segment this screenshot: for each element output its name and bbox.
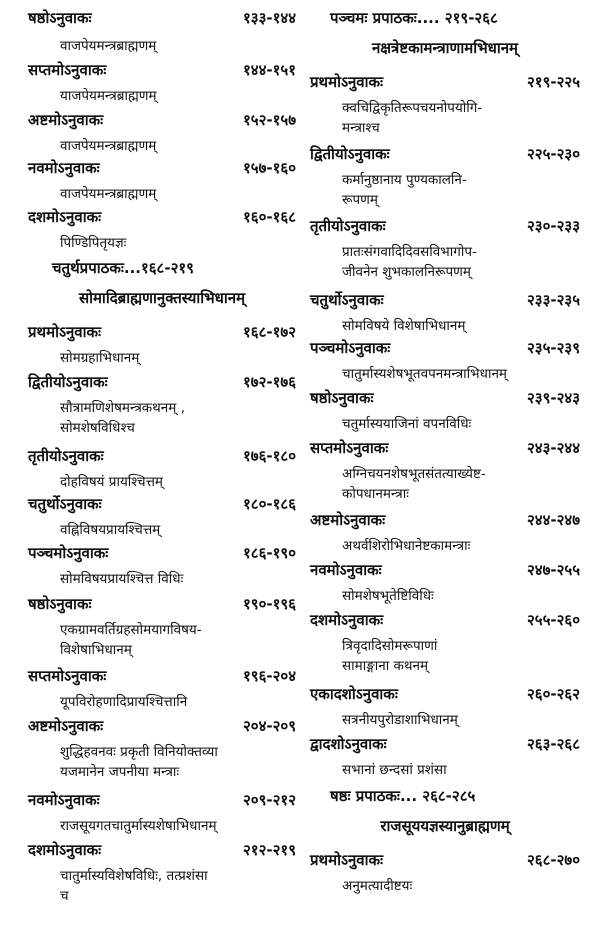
description-line: सोमग्रहाभिधानम्: [60, 350, 140, 366]
toc-entry-heading: [310, 216, 580, 236]
anuvaka-label: षष्ठोऽनुवाकः: [28, 9, 92, 27]
toc-entry-heading: [310, 684, 580, 704]
toc-entry-heading: [310, 510, 580, 530]
toc-entry-description: [28, 569, 296, 589]
toc-entry-heading: [310, 144, 580, 164]
page-range: २१२-२१९: [242, 841, 296, 859]
section-title: सोमादिब्राह्मणानुक्तस्याभिधानम्: [78, 289, 246, 307]
description-line: चातुर्मास्यशेषभूतवपनमन्त्राभिधानम्: [342, 366, 508, 382]
anuvaka-label: द्वितीयोऽनुवाकः: [310, 145, 390, 163]
anuvaka-label: एकादशोऽनुवाकः: [310, 685, 398, 703]
description-line: जीवनेन शुभकालनिरूपणम्: [342, 264, 471, 280]
page-range: १३३-१४४: [242, 9, 296, 27]
toc-entry-description: [28, 866, 296, 906]
description-line: चतुर्मास्ययाजिनां वपनविधिः: [342, 416, 472, 432]
description-line: सत्रनीयपुरोडाशाभिधानम्: [342, 712, 458, 728]
toc-entry-description: [28, 184, 296, 204]
description-line: अनुमत्यादीष्टयः: [342, 878, 413, 894]
page-range: १६८-१७२: [242, 323, 296, 341]
toc-entry-description: [310, 364, 580, 384]
toc-entry-description: [310, 464, 580, 504]
page-range: १९०-१९६: [242, 595, 296, 613]
toc-entry-heading: [28, 594, 296, 614]
page-range: २४४-२४७: [526, 511, 580, 529]
toc-entry-description: [310, 876, 580, 896]
anuvaka-label: चतुर्थोऽनुवाकः: [310, 291, 384, 309]
toc-entry-heading: [28, 543, 296, 563]
anuvaka-label: दशमोऽनुवाकः: [28, 208, 102, 226]
toc-entry-description: [310, 586, 580, 606]
anuvaka-label: सप्तमोऽनुवाकः: [310, 439, 389, 457]
toc-entry-description: [28, 398, 296, 438]
description-line: सोमविषयप्रायश्चित्त विधिः: [60, 571, 184, 587]
description-line: सोमविषये विशेषाभिधानम्: [342, 318, 466, 334]
description-line: प्रातःसंगवादिदिवसविभागोप-: [342, 244, 477, 260]
page-range: २५५-२६०: [526, 611, 580, 629]
anuvaka-label: नवमोऽनुवाकः: [28, 159, 100, 177]
description-line: सभानां छन्दसां प्रशंसा: [342, 762, 447, 778]
toc-entry-heading: [28, 840, 296, 860]
toc-entry-heading: [28, 494, 296, 514]
page-range: २०९-२१२: [242, 791, 296, 809]
anuvaka-label: तृतीयोऽनुवाकः: [28, 447, 104, 465]
toc-entry-heading: [28, 790, 296, 810]
description-line: सोमशेषभूतेष्टिविधिः: [342, 588, 434, 604]
page-range: १८०-१८६: [242, 495, 296, 513]
toc-entry-description: [28, 36, 296, 56]
toc-entry-description: [28, 620, 296, 660]
toc-entry-description: [28, 692, 296, 712]
page-range: २३९-२४३: [526, 389, 580, 407]
description-line: यूपविरोहणादिप्रायश्चित्तानि: [60, 694, 188, 710]
description-line: सौत्रामणिशेषमन्त्रकथनम् ,: [60, 400, 185, 416]
toc-entry-description: [310, 760, 580, 780]
anuvaka-label: अष्टमोऽनुवाकः: [310, 511, 386, 529]
description-line: राजसूयगतचातुर्मास्यशेषाभिधानम्: [60, 818, 217, 834]
description-line: सोमशेषविधिश्च: [60, 420, 135, 436]
anuvaka-label: षष्ठोऽनुवाकः: [310, 389, 374, 407]
toc-entry-heading: [310, 338, 580, 358]
description-line: रूपणम्: [342, 192, 378, 208]
anuvaka-label: चतुर्थोऽनुवाकः: [28, 495, 102, 513]
description-line: वाजपेयमन्त्रब्राह्मणम्: [60, 186, 157, 202]
page-range: १५७-१६०: [242, 159, 296, 177]
section-title: राजसूययज्ञस्यानुब्राह्मणम्: [380, 817, 510, 835]
toc-entry-description: [310, 536, 580, 556]
section-title: नक्षत्रेष्टकामन्त्राणामभिधानम्: [371, 39, 519, 57]
description-line: एकग्रामवर्तिग्रहसोमयागविषय-: [60, 622, 202, 638]
toc-entry-heading: [28, 666, 296, 686]
toc-entry-heading: [310, 388, 580, 408]
description-line: अग्निचयनशेषभूतसंतत्याख्येष्ट-: [342, 466, 486, 482]
toc-entry-description: [28, 86, 296, 106]
toc-entry-description: [28, 520, 296, 540]
page-range: २४३-२४४: [526, 439, 580, 457]
description-line: याजपेयमन्त्रब्राह्मणम्: [60, 88, 157, 104]
toc-entry-heading: [28, 207, 296, 227]
anuvaka-label: पञ्चमोऽनुवाकः: [310, 339, 391, 357]
description-line: क्वचिद्विकृतिरूपचयनोपयोगि-: [342, 100, 483, 116]
description-line: वाजपेयमन्त्रब्राह्मणम्: [60, 138, 157, 154]
toc-entry-heading: [310, 438, 580, 458]
page-range: १७६-१८०: [242, 447, 296, 465]
page-range: २६३-२६८: [526, 735, 580, 753]
toc-entry-heading: [310, 290, 580, 310]
page-range: २६८-२७०: [526, 851, 580, 869]
toc-entry-heading: [28, 372, 296, 392]
description-line: वाजपेयमन्त्रब्राह्मणम्: [60, 38, 157, 54]
anuvaka-label: सप्तमोऽनुवाकः: [28, 61, 107, 79]
description-line: शुद्धिहवनवः प्रकृती विनियोक्तव्या: [60, 744, 218, 760]
toc-entry-description: [310, 170, 580, 210]
toc-entry-heading: [310, 734, 580, 754]
toc-entry-heading: [310, 610, 580, 630]
anuvaka-label: द्वितीयोऽनुवाकः: [28, 373, 108, 391]
toc-entry-heading: [310, 850, 580, 870]
description-line: चातुर्मास्यविशेषविधिः, तत्प्रशंसा: [60, 868, 208, 884]
toc-entry-heading: [310, 72, 580, 92]
description-line: दोहविषयं प्रायश्चित्तम्: [60, 474, 163, 490]
toc-entry-description: [28, 233, 296, 253]
toc-entry-description: [310, 710, 580, 730]
toc-entry-heading: [310, 560, 580, 580]
description-line: पिण्डिपितृयज्ञः: [60, 235, 127, 251]
page-range: २३३-२३५: [526, 291, 580, 309]
description-line: त्रिवृदादिसोमरूपाणां: [342, 638, 438, 654]
anuvaka-label: षष्ठोऽनुवाकः: [28, 595, 92, 613]
toc-entry-description: [28, 136, 296, 156]
toc-entry-heading: [28, 322, 296, 342]
page-range: १५२-१५७: [242, 111, 296, 129]
page-range: २२५-२३०: [526, 145, 580, 163]
toc-entry-description: [28, 742, 296, 782]
page-range: १९६-२०४: [242, 667, 296, 685]
toc-entry-heading: [28, 158, 296, 178]
toc-entry-heading: [28, 716, 296, 736]
description-line: कोपधानमन्त्राः: [342, 486, 409, 502]
prapathaka-heading: षष्ठः प्रपाठकः... २६८-२८५: [330, 787, 476, 805]
anuvaka-label: दशमोऽनुवाकः: [310, 611, 384, 629]
anuvaka-label: अष्टमोऽनुवाकः: [28, 111, 104, 129]
toc-entry-heading: [28, 60, 296, 80]
page-range: २३०-२३३: [526, 217, 580, 235]
toc-entry-description: [310, 98, 580, 138]
toc-entry-description: [310, 414, 580, 434]
description-line: सामाङ्गाना कथनम्: [342, 658, 429, 674]
page-range: २६०-२६२: [526, 685, 580, 703]
description-line: वह्निविषयप्रायश्चित्तम्: [60, 522, 161, 538]
anuvaka-label: द्वादशोऽनुवाकः: [310, 735, 387, 753]
toc-entry-description: [310, 242, 580, 282]
toc-entry-description: [310, 636, 580, 676]
toc-entry-heading: [28, 110, 296, 130]
toc-entry-description: [28, 816, 296, 836]
description-line: च: [60, 888, 69, 904]
anuvaka-label: दशमोऽनुवाकः: [28, 841, 102, 859]
description-line: यजमानेन जपनीया मन्त्राः: [60, 764, 180, 780]
description-line: मन्त्राश्च: [342, 120, 380, 136]
description-line: अथर्वशिरोभिधानेष्टकामन्त्राः: [342, 538, 471, 554]
toc-entry-heading: [28, 8, 296, 28]
description-line: विशेषाभिधानम्: [60, 642, 132, 658]
page-range: १८६-१९०: [242, 544, 296, 562]
page-range: २१९-२२५: [526, 73, 580, 91]
anuvaka-label: अष्टमोऽनुवाकः: [28, 717, 104, 735]
toc-entry-description: [28, 348, 296, 368]
anuvaka-label: तृतीयोऽनुवाकः: [310, 217, 386, 235]
anuvaka-label: प्रथमोऽनुवाकः: [310, 73, 384, 91]
page-range: २०४-२०९: [242, 717, 296, 735]
anuvaka-label: पञ्चमोऽनुवाकः: [28, 544, 109, 562]
page-range: २३५-२३९: [526, 339, 580, 357]
toc-entry-heading: [28, 446, 296, 466]
toc-entry-description: [28, 472, 296, 492]
anuvaka-label: नवमोऽनुवाकः: [310, 561, 382, 579]
prapathaka-heading: चतुर्थप्रपाठकः...१६८-२१९: [52, 259, 194, 277]
page-range: १७२-१७६: [242, 373, 296, 391]
anuvaka-label: सप्तमोऽनुवाकः: [28, 667, 107, 685]
toc-entry-description: [310, 316, 580, 336]
prapathaka-heading: पञ्चमः प्रपाठकः.... २१९-२६८: [330, 9, 498, 27]
description-line: कर्मानुष्ठानाय पुण्यकालनि-: [342, 172, 467, 188]
anuvaka-label: प्रथमोऽनुवाकः: [28, 323, 102, 341]
page-range: १४४-१५१: [242, 61, 296, 79]
anuvaka-label: प्रथमोऽनुवाकः: [310, 851, 384, 869]
page-range: २४७-२५५: [526, 561, 580, 579]
anuvaka-label: नवमोऽनुवाकः: [28, 791, 100, 809]
page-range: १६०-१६८: [242, 208, 296, 226]
